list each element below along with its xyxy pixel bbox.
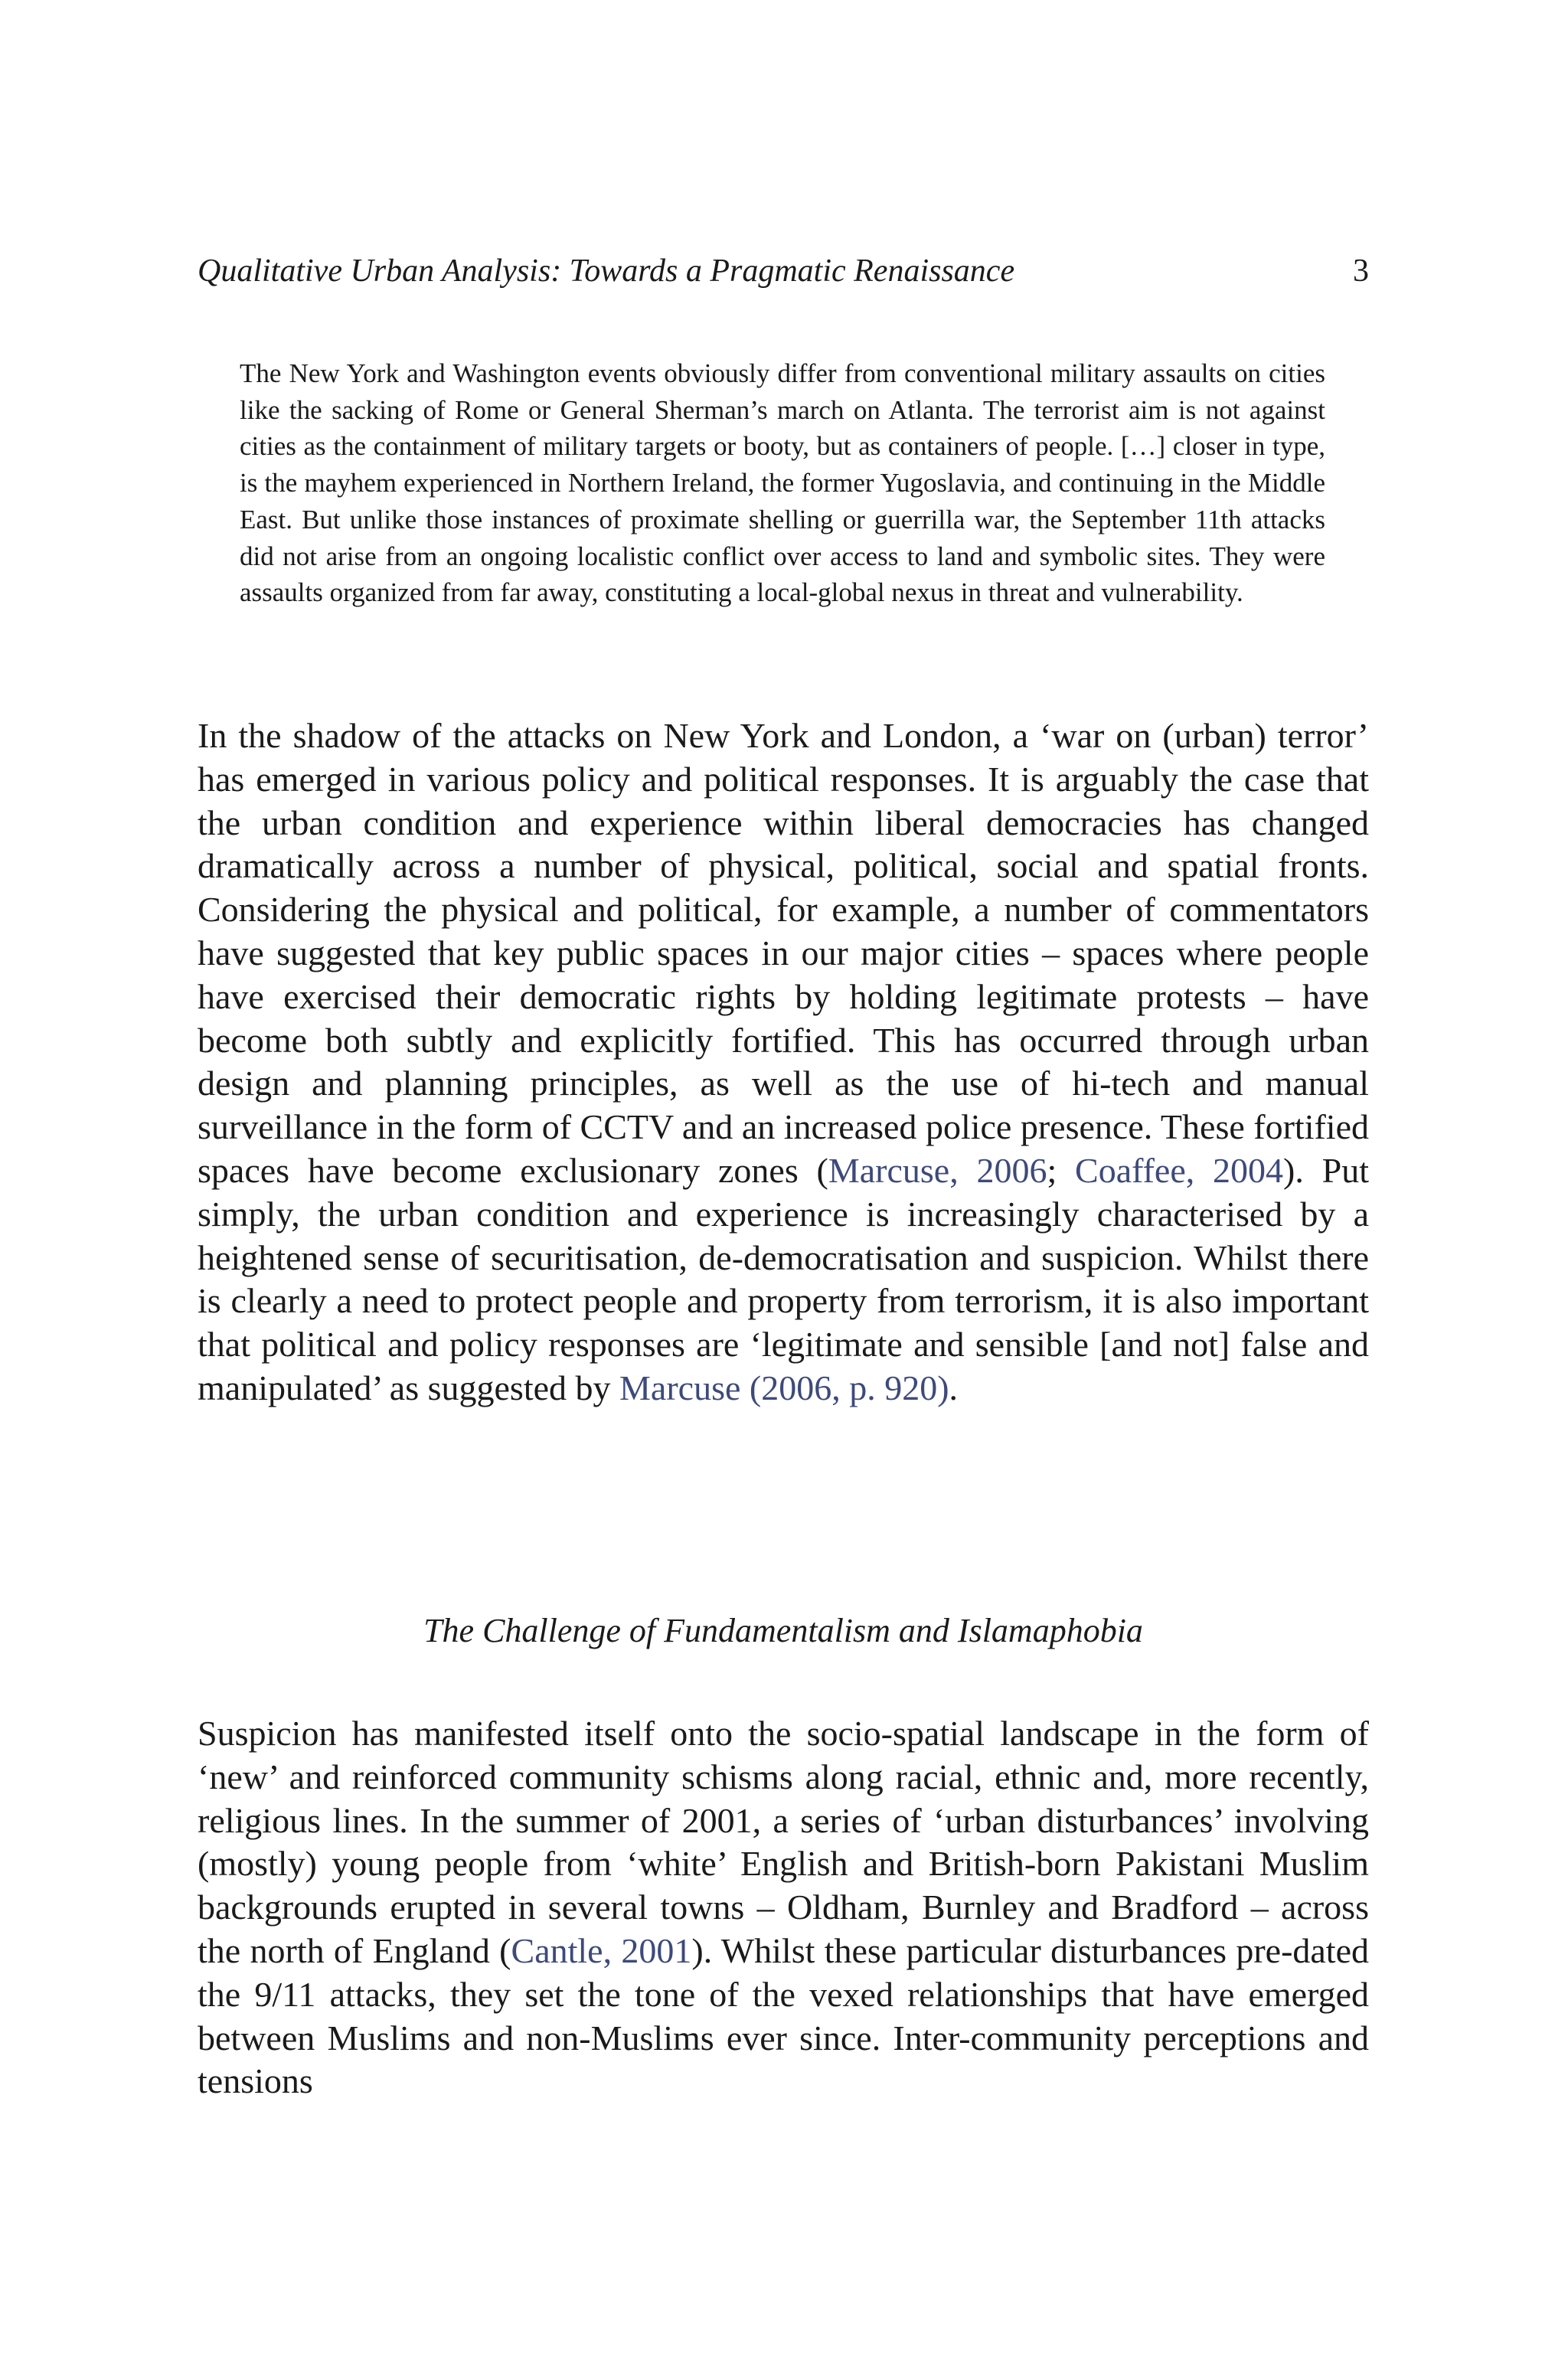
paragraph-text: ). Whilst these particular disturbances pre-dated the 9/11 attacks, they set the tone of the vexed relationships that have emerged between Muslims and non-Muslims ever since. Inter-community perceptions and tensions — [198, 1930, 1370, 2101]
section-heading: The Challenge of Fundamentalism and Islamaphobia — [423, 1612, 1143, 1649]
citation-link-coaffee-2004[interactable]: Coaffee, 2004 — [1075, 1150, 1284, 1190]
body-paragraph-2 — [198, 1712, 1369, 2103]
body-paragraph-1 — [198, 714, 1369, 1410]
citation-link-marcuse-2006-p920[interactable]: Marcuse (2006, p. 920) — [619, 1368, 949, 1407]
block-quote: The New York and Washington events obviously differ from conventional military assaults on cities like the sacking of Rome or General Sherman’s march on Atlanta. The terrorist aim is not against cities as the containment of military targets or booty, but as containers of people. […] closer in type, is the mayhem experienced in Northern Ireland, the former Yugoslavia, and continuing in the Middle East. But unlike those instances of proximate shelling or guerrilla war, the September 11th attacks did not arise from an ongoing localistic conflict over access to land and symbolic sites. They were assaults organized from far away, constituting a local-global nexus in threat and vulnerability. — [240, 358, 1325, 608]
running-head — [198, 253, 1369, 296]
citation-link-cantle-2001[interactable]: Cantle, 2001 — [511, 1930, 692, 1970]
paragraph-text: ). Put simply, the urban condition and experience is increasingly characterised by a heightened sense of securitisation, de-democratisation and suspicion. Whilst there is clearly a need to protect people and property from terrorism, it is also important that political and policy responses are ‘legitimate and sensible [and not] false and manipulated’ as suggested by — [198, 1150, 1369, 1407]
paragraph-text: . — [949, 1368, 959, 1407]
page-number: 3 — [1353, 253, 1369, 289]
running-head-title: Qualitative Urban Analysis: Towards a Pragmatic Renaissance — [198, 253, 1015, 289]
citation-link-marcuse-2006[interactable]: Marcuse, 2006 — [828, 1150, 1047, 1190]
paragraph-text: Suspicion has manifested itself onto the socio-spatial landscape in the form of ‘new’ and reinforced community schisms along racial, ethnic and, more recently, religious lines. In the summer of 2001, a series of ‘urban disturbances’ involving (mostly) young people from ‘white’ English and British-born Pakistani Muslim backgrounds erupted in several towns – Oldham, Burnley and Bradford – across the north of England ( — [198, 1714, 1369, 1970]
citation-separator: ; — [1047, 1150, 1076, 1190]
paragraph-text: In the shadow of the attacks on New York and London, a ‘war on (urban) terror’ has emerged in various policy and political responses. It is arguably the case that the urban condition and experience within liberal democracies has changed dramatically across a number of physical, political, social and spatial fronts. Considering the physical and political, for example, a number of commentators have suggested that key public spaces in our major cities – spaces where people have exercised their democratic rights by holding legitimate protests – have become both subtly and explicitly fortified. This has occurred through urban design and planning principles, as well as the use of hi-tech and manual surveillance in the form of CCTV and an increased police presence. These fortified spaces have become exclusionary zones ( — [198, 716, 1369, 1190]
